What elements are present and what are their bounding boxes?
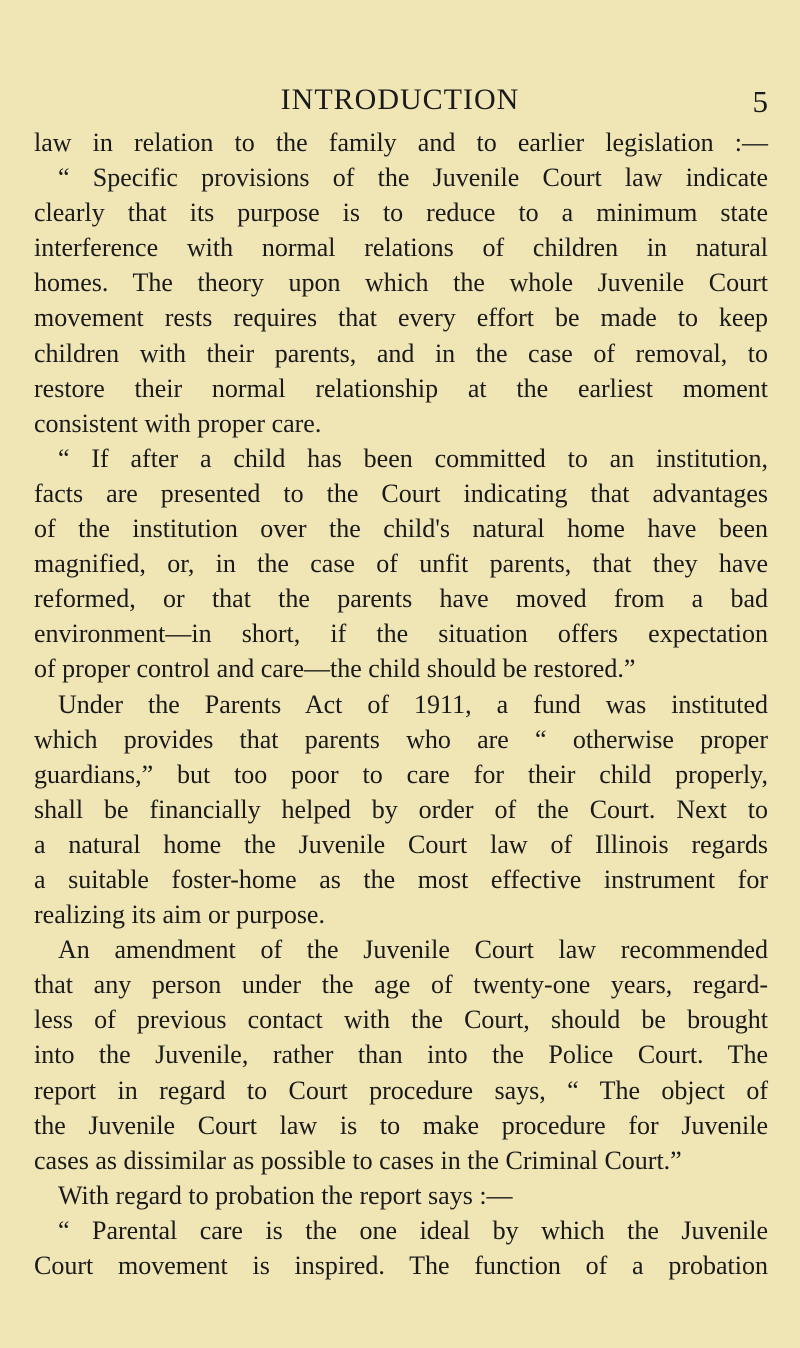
text-line: restore their normal relationship at the earliest moment	[34, 373, 768, 403]
text-line: An amendment of the Juvenile Court law recommended	[58, 935, 768, 965]
text-line: movement rests requires that every effort be made to keep	[34, 303, 768, 333]
text-line: law in relation to the family and to earlier legislation :—	[34, 128, 768, 157]
text-line: “ If after a child has been committed to an institution,	[58, 443, 768, 473]
text-line: into the Juvenile, rather than into the Police Court. The	[34, 1040, 768, 1070]
page-header	[0, 80, 800, 120]
text-line: Court movement is inspired. The function of a probation	[34, 1251, 768, 1280]
text-line: less of previous contact with the Court, should be brought	[34, 1005, 768, 1035]
text-line: magnified, or, in the case of unfit parents, that they have	[34, 549, 768, 579]
text-line: facts are presented to the Court indicating that advantages	[34, 478, 768, 508]
text-line: the Juvenile Court law is to make procedure for Juvenile	[34, 1110, 768, 1140]
text-line: environment—in short, if the situation offers expectation	[34, 619, 768, 649]
text-line: Under the Parents Act of 1911, a fund was instituted	[58, 689, 768, 719]
body-text	[34, 125, 768, 1283]
text-line: of the institution over the child's natural home have been	[34, 514, 768, 544]
text-line: interference with normal relations of children in natural	[34, 233, 768, 263]
running-title: INTRODUCTION	[280, 83, 520, 116]
text-line: a natural home the Juvenile Court law of Illinois regards	[34, 829, 768, 859]
text-line: that any person under the age of twenty-one years, regard-	[34, 970, 768, 1000]
text-line: of proper control and care—the child should be restored.”	[34, 654, 636, 684]
text-line: clearly that its purpose is to reduce to a minimum state	[34, 198, 768, 228]
text-line: a suitable foster-home as the most effective instrument for	[34, 864, 768, 894]
text-line: realizing its aim or purpose.	[34, 900, 325, 930]
text-line: reformed, or that the parents have moved from a bad	[34, 584, 768, 614]
text-line: homes. The theory upon which the whole Juvenile Court	[34, 268, 768, 298]
text-line: “ Parental care is the one ideal by which the Juvenile	[58, 1215, 768, 1245]
text-line: cases as dissimilar as possible to cases in the Criminal Court.”	[34, 1145, 682, 1175]
text-line: children with their parents, and in the case of removal, to	[34, 338, 768, 368]
text-line: consistent with proper care.	[34, 408, 322, 438]
text-line: which provides that parents who are “ otherwise proper	[34, 724, 768, 754]
page-number: 5	[752, 84, 768, 119]
text-line: shall be financially helped by order of the Court. Next to	[34, 794, 768, 824]
text-line: “ Specific provisions of the Juvenile Court law indicate	[58, 163, 768, 193]
text-line: report in regard to Court procedure says, “ The object of	[34, 1075, 768, 1105]
text-line: guardians,” but too poor to care for their child properly,	[34, 759, 768, 789]
text-line: With regard to probation the report says :—	[58, 1180, 513, 1210]
